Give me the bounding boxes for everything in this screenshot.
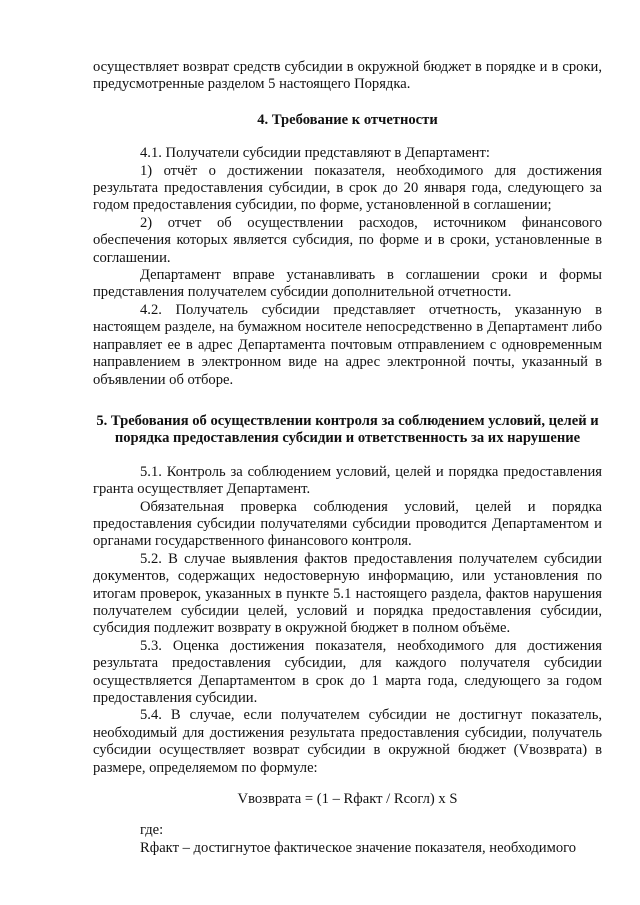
formula-r-fact-definition: Rфакт – достигнутое фактическое значение показателя, необходимого: [140, 839, 577, 856]
list-item-report-indicator: 1) отчёт о достижении показателя, необходимого для достижения результата предоставления субсидии, в срок до 20 января года, следующего за годом предоставления субсидии, по форме, установленной в соглашении;: [93, 162, 602, 214]
paragraph-5-1: 5.1. Контроль за соблюдением условий, целей и порядка предоставления гранта осуществляет Департамент.: [93, 463, 602, 498]
paragraph-5-2: 5.2. В случае выявления фактов предоставления получателем субсидии документов, содержащих недостоверную информацию, или установления по итогам проверок, указанных в пункте 5.1 настоящего раздела, фактов нарушения получателем субсидии целей, условий и порядка предоставления субсидии, субсидия подлежит возврату в окружной бюджет в полном объёме.: [93, 550, 602, 637]
paragraph-mandatory-check: Обязательная проверка соблюдения условий, целей и порядка предоставления субсидии получателями субсидии проводится Департаментом и органами государственного финансового контроля.: [93, 498, 602, 550]
paragraph-5-3: 5.3. Оценка достижения показателя, необходимого для достижения результата предоставления субсидии, для каждого получателя субсидии осуществляется Департаментом в срок до 1 марта года, следующего за годом предоставления субсидии.: [93, 637, 602, 706]
paragraph-4-1: 4.1. Получатели субсидии представляют в Департамент:: [140, 145, 490, 162]
refund-formula: Vвозврата = (1 – Rфакт / Rсогл) х S: [237, 791, 458, 808]
list-item-report-expenses: 2) отчет об осуществлении расходов, источником финансового обеспечения которых является субсидия, по форме и в сроки, установленные в соглашении.: [93, 214, 602, 266]
formula-where-label: где:: [140, 822, 164, 839]
intro-paragraph: осуществляет возврат средств субсидии в окружной бюджет в порядке и в сроки, предусмотренные разделом 5 настоящего Порядка.: [93, 59, 602, 93]
section-5-heading: 5. Требования об осуществлении контроля за соблюдением условий, целей и порядка предоставления субсидии и ответственность за их нарушение: [96, 412, 599, 447]
paragraph-department-right: Департамент вправе устанавливать в соглашении сроки и формы представления получателем субсидии дополнительной отчетности.: [93, 267, 602, 301]
paragraph-5-4: 5.4. В случае, если получателем субсидии не достигнут показатель, необходимый для достижения результата предоставления субсидии, получатель субсидии осуществляет возврат субсидии в окружной бюджет (Vвозврата) в размере, определяемом по формуле:: [93, 707, 602, 776]
section-4-heading: 4. Требование к отчетности: [257, 111, 438, 128]
paragraph-4-2: 4.2. Получатель субсидии представляет отчетность, указанную в настоящем разделе, на бумажном носителе непосредственно в Департамент либо направляет ее в адрес Департамента почтовым отправлением с одновременным направлением в электронном виде на адрес электронной почты, указанный в объявлении об отборе.: [93, 301, 602, 388]
